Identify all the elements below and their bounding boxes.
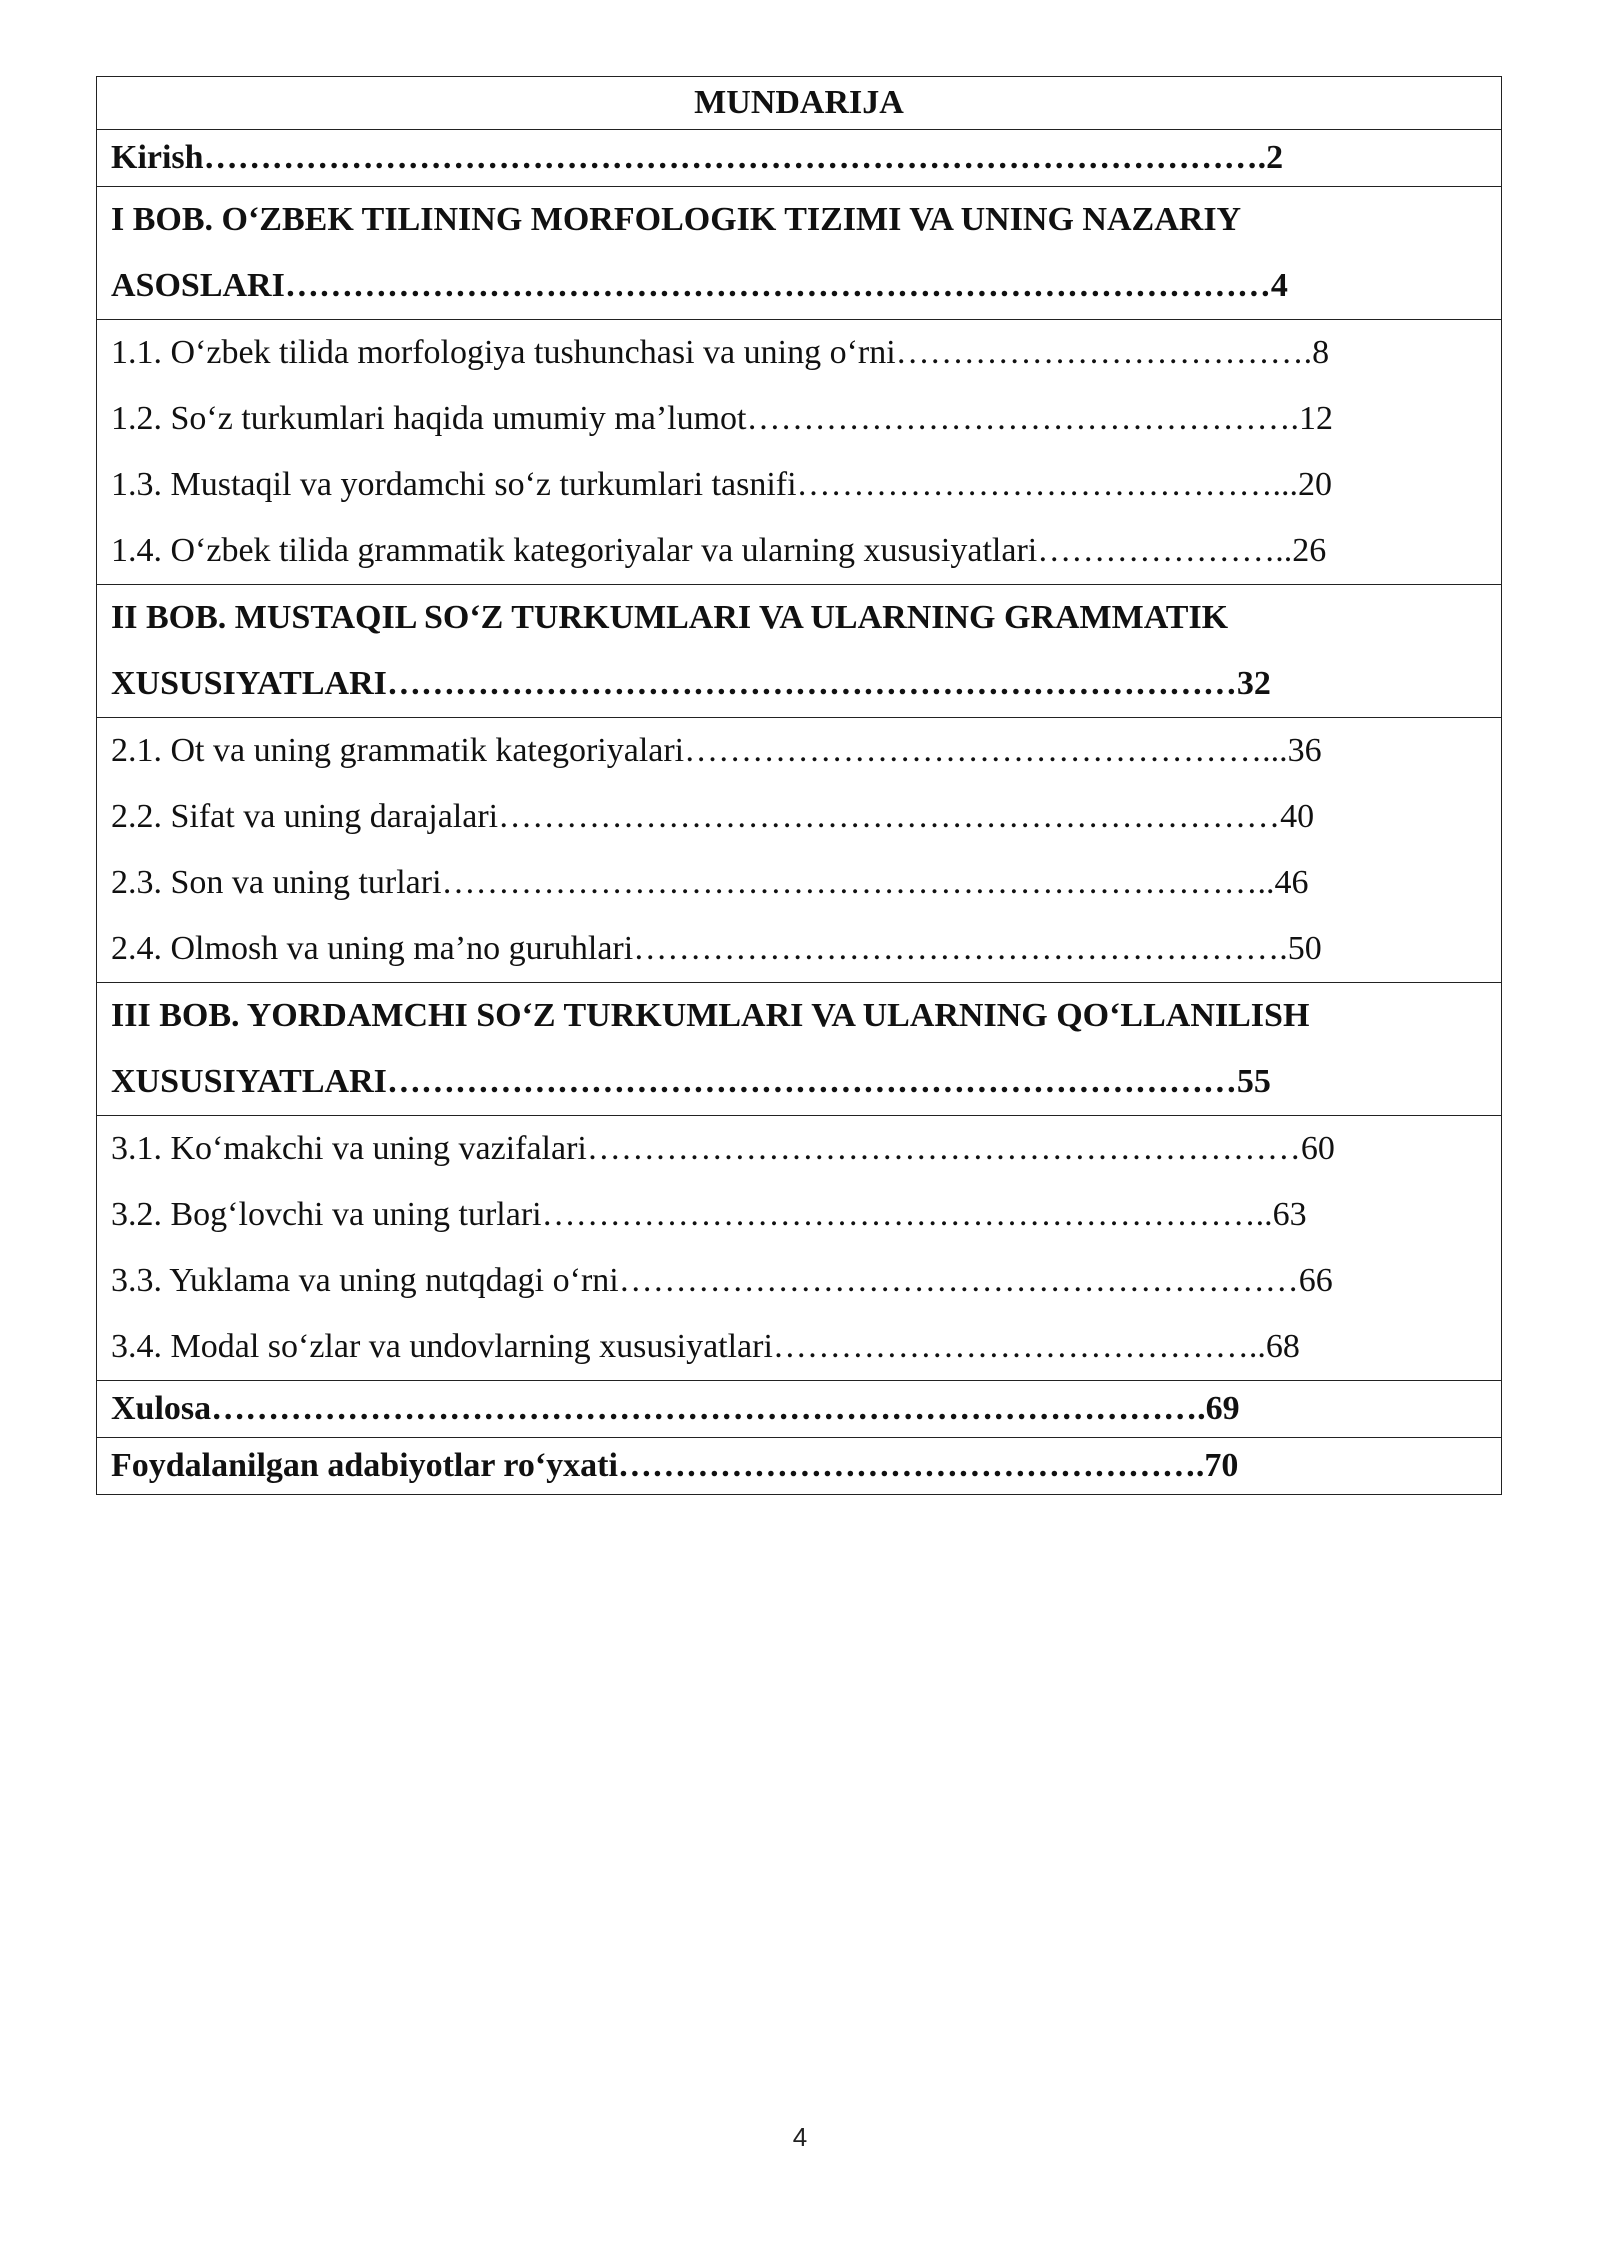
toc-entry-references: Foydalanilgan adabiyotlar ro‘yxati…………………………………………….70 xyxy=(97,1438,1502,1495)
chapter-3-title-line-2: XUSUSIYATLARI…………………………………………………………………55 xyxy=(111,1063,1271,1100)
chapter-2-title-line-2: XUSUSIYATLARI…………………………………………………………………32 xyxy=(111,665,1271,702)
toc-section-2-2: 2.2. Sifat va uning darajalari……………………………………………………………40 xyxy=(111,798,1315,835)
chapter-1-title-line-2: ASOSLARI……………………………………………………………………………4 xyxy=(111,267,1288,304)
toc-section-3-4: 3.4. Modal so‘zlar va undovlarning xususiyatlari……………………………………..68 xyxy=(111,1328,1300,1365)
toc-row-chapter-3 xyxy=(97,983,1502,1116)
toc-chapter-3 xyxy=(97,983,1502,1116)
toc-row-chapter-2-sections xyxy=(97,718,1502,983)
toc-chapter-1-sections xyxy=(97,320,1502,585)
page-number: 4 xyxy=(792,2122,808,2152)
toc-title: MUNDARIJA xyxy=(97,77,1502,130)
toc-entry-conclusion: Xulosa…………………………………………………………………………….69 xyxy=(97,1381,1502,1438)
toc-section-1-2: 1.2. So‘z turkumlari haqida umumiy ma’lumot………………………………………….12 xyxy=(111,400,1334,437)
chapter-1-title-line-1: I BOB. O‘ZBEK TILINING MORFOLOGIK TIZIMI VA UNING NAZARIY xyxy=(111,201,1242,238)
toc-row-chapter-3-sections xyxy=(97,1116,1502,1381)
toc-row-references xyxy=(97,1438,1502,1495)
toc-row-conclusion xyxy=(97,1381,1502,1438)
chapter-3-title-line-1: III BOB. YORDAMCHI SO‘Z TURKUMLARI VA ULARNING QO‘LLANILISH xyxy=(111,997,1310,1034)
toc-chapter-3-sections xyxy=(97,1116,1502,1381)
toc-section-2-1: 2.1. Ot va uning grammatik kategoriyalari……………………………………………...36 xyxy=(111,732,1322,769)
toc-section-1-4: 1.4. O‘zbek tilida grammatik kategoriyalar va ularning xususiyatlari…………………..26 xyxy=(111,532,1327,569)
toc-section-2-3: 2.3. Son va uning turlari………………………………………………………………..46 xyxy=(111,864,1309,901)
toc-row-intro xyxy=(97,130,1502,187)
table-of-contents xyxy=(96,76,1502,1495)
toc-section-3-3: 3.3. Yuklama va uning nutqdagi o‘rni……………………………………………………66 xyxy=(111,1262,1333,1299)
toc-row-chapter-1 xyxy=(97,187,1502,320)
chapter-2-title-line-1: II BOB. MUSTAQIL SO‘Z TURKUMLARI VA ULARNING GRAMMATIK xyxy=(111,599,1229,636)
toc-entry-intro: Kirish………………………………………………………………………………….2 xyxy=(97,130,1502,187)
toc-section-1-1: 1.1. O‘zbek tilida morfologiya tushunchasi va uning o‘rni……………………………….8 xyxy=(111,334,1330,371)
toc-section-3-2: 3.2. Bog‘lovchi va uning turlari………………………………………………………..63 xyxy=(111,1196,1307,1233)
toc-chapter-1 xyxy=(97,187,1502,320)
toc-section-2-4: 2.4. Olmosh va uning ma’no guruhlari………………………………………………….50 xyxy=(111,930,1322,967)
toc-chapter-2 xyxy=(97,585,1502,718)
toc-row-chapter-2 xyxy=(97,585,1502,718)
toc-row-chapter-1-sections xyxy=(97,320,1502,585)
toc-chapter-2-sections xyxy=(97,718,1502,983)
toc-section-3-1: 3.1. Ko‘makchi va uning vazifalari………………………………………………………60 xyxy=(111,1130,1335,1167)
toc-section-1-3: 1.3. Mustaqil va yordamchi so‘z turkumlari tasnifi……………………………………...20 xyxy=(111,466,1333,503)
toc-title-row xyxy=(97,77,1502,130)
